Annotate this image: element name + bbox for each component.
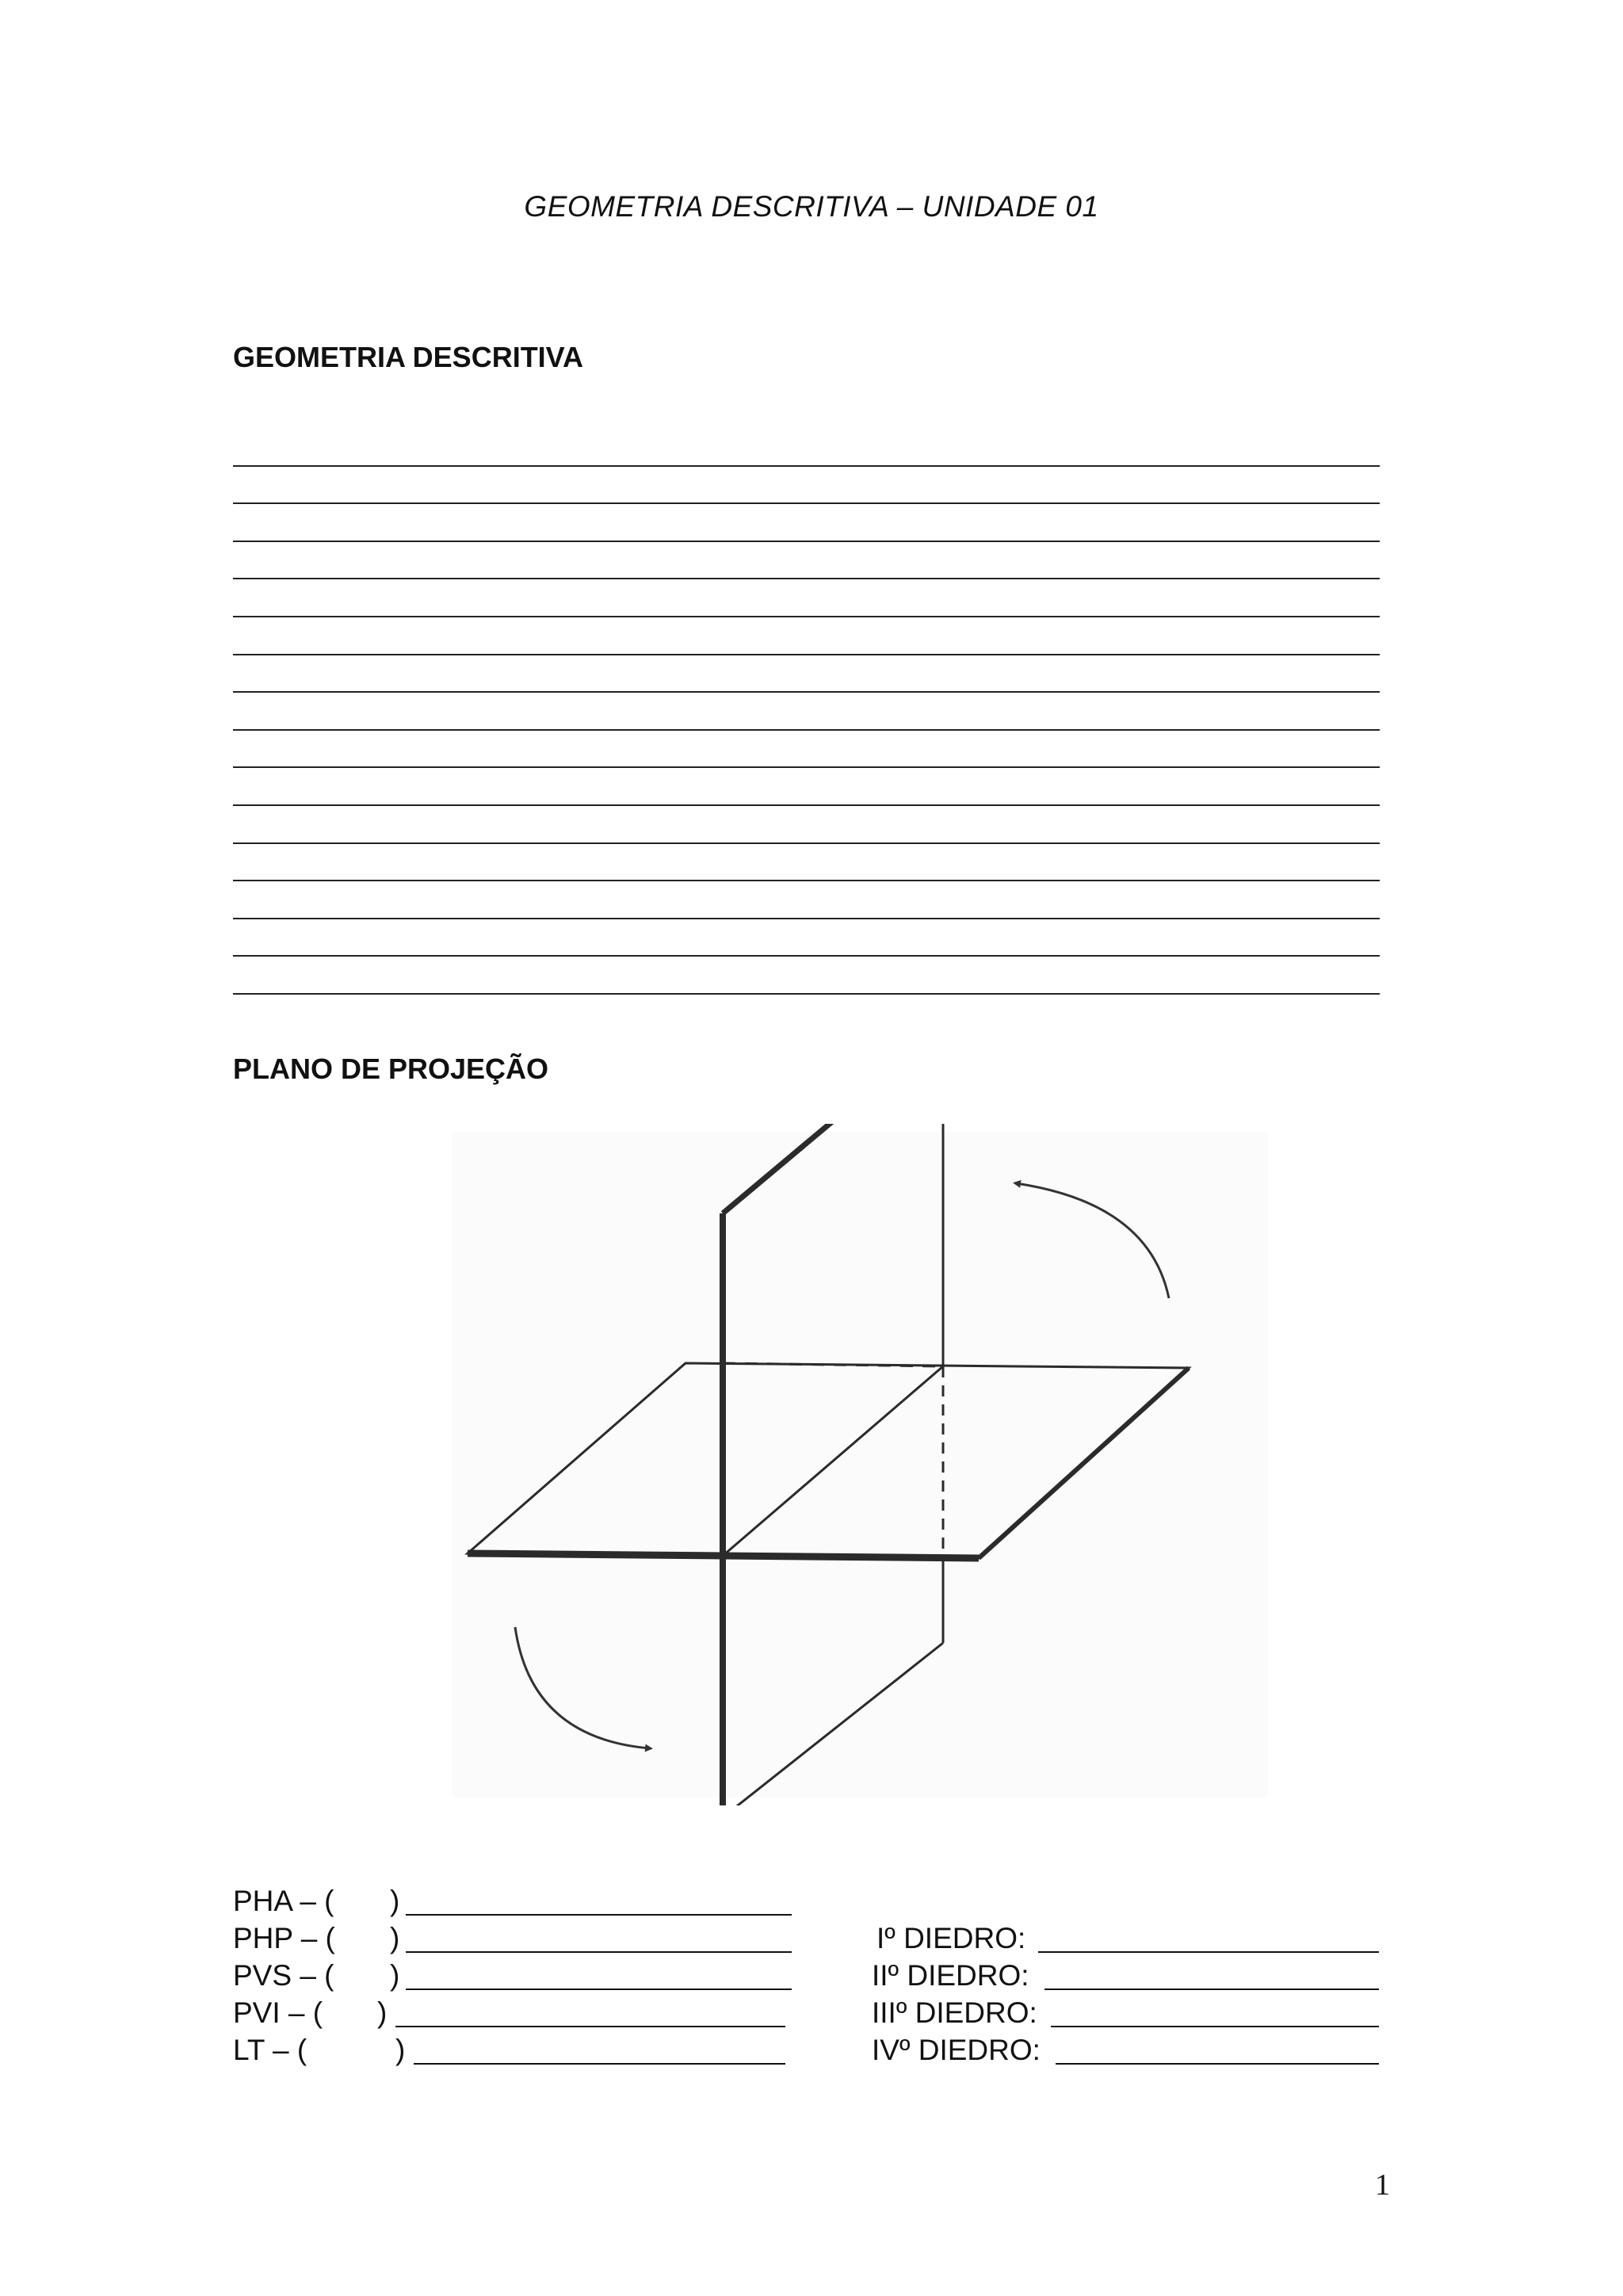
writing-line[interactable] — [233, 655, 1380, 693]
plane-item — [233, 1957, 804, 1994]
writing-line[interactable] — [233, 731, 1380, 769]
plane-item — [233, 1994, 804, 2031]
answer-blank[interactable] — [406, 1988, 792, 1990]
diedro-item — [872, 1957, 1383, 1994]
writing-line[interactable] — [233, 768, 1380, 806]
paren-close: ) — [390, 1959, 400, 1992]
diedro-label: Iº DIEDRO: — [876, 1922, 1026, 1954]
section-title-plano: PLANO DE PROJEÇÃO — [233, 1052, 549, 1085]
plane-label: PHP – ( — [233, 1922, 335, 1954]
diedro-label: IIIº DIEDRO: — [872, 1996, 1037, 2029]
diedro-list — [872, 1920, 1383, 2069]
page-header: GEOMETRIA DESCRITIVA – UNIDADE 01 — [524, 190, 1099, 223]
writing-line[interactable] — [233, 579, 1380, 617]
writing-line[interactable] — [233, 467, 1380, 505]
writing-line[interactable] — [233, 919, 1380, 957]
answer-blank[interactable] — [1044, 1988, 1379, 1990]
page-number: 1 — [1375, 2168, 1390, 2202]
plane-item — [233, 1920, 804, 1957]
horizontal-front-edge-left — [468, 1553, 723, 1556]
writing-line[interactable] — [233, 542, 1380, 580]
plane-abbreviations-list — [233, 1882, 804, 2069]
answer-blank[interactable] — [1038, 1951, 1379, 1953]
plane-item — [233, 1882, 804, 1920]
diedro-item — [872, 2031, 1383, 2069]
writing-line[interactable] — [233, 429, 1380, 467]
plane-label: LT – ( — [233, 2034, 307, 2066]
diedro-label: IVº DIEDRO: — [872, 2034, 1041, 2066]
plane-label: PVI – ( — [233, 1996, 323, 2029]
answer-blank[interactable] — [395, 2026, 785, 2027]
paren-close: ) — [395, 2034, 406, 2066]
answer-blank[interactable] — [1051, 2026, 1379, 2027]
writing-line[interactable] — [233, 957, 1380, 995]
writing-line[interactable] — [233, 504, 1380, 542]
writing-lines — [233, 429, 1380, 995]
plane-label: PHA – ( — [233, 1885, 334, 1917]
diedro-item — [872, 1920, 1383, 1957]
horizontal-front-edge-right — [723, 1556, 979, 1558]
diedro-label: IIº DIEDRO: — [872, 1959, 1029, 1992]
answer-blank[interactable] — [414, 2063, 785, 2065]
paren-close: ) — [390, 1922, 400, 1954]
writing-line[interactable] — [233, 617, 1380, 655]
answer-blank[interactable] — [406, 1951, 792, 1953]
answer-blank[interactable] — [1056, 2063, 1379, 2065]
paren-close: ) — [377, 1996, 388, 2029]
section-title-geometria: GEOMETRIA DESCRITIVA — [233, 341, 584, 373]
writing-line[interactable] — [233, 806, 1380, 844]
projection-planes-figure — [444, 1124, 1276, 1805]
plane-label: PVS – ( — [233, 1959, 334, 1992]
scan-background — [452, 1132, 1268, 1797]
diedro-item — [872, 1994, 1383, 2031]
plane-item — [233, 2031, 804, 2069]
paren-close: ) — [390, 1885, 400, 1917]
writing-line[interactable] — [233, 881, 1380, 919]
answer-blank[interactable] — [406, 1914, 792, 1916]
writing-line[interactable] — [233, 844, 1380, 882]
writing-line[interactable] — [233, 693, 1380, 731]
